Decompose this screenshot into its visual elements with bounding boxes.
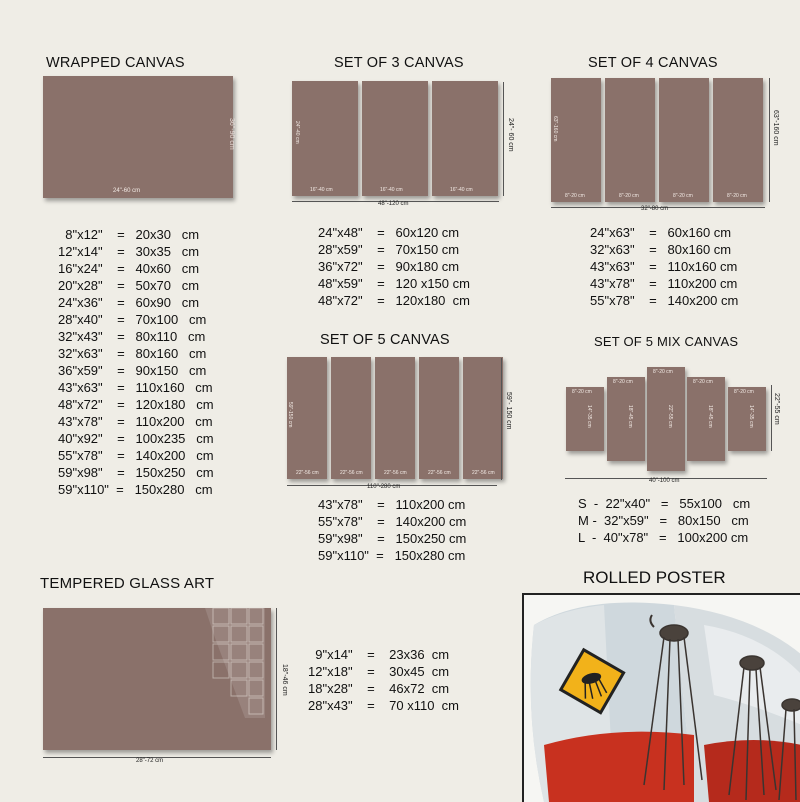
set5-panel-width: 22"-56 cm [472, 470, 495, 476]
glass-height-line [276, 608, 277, 750]
set5mix-panel-width: 8"-20 cm [613, 379, 633, 385]
glass-size-row: 9"x14" = 23x36 cm [308, 647, 450, 662]
wrapped-height-label: 36"-90 cm [228, 118, 235, 150]
set5mix-panel [728, 387, 766, 451]
set5-panel [375, 357, 415, 479]
set4-title: SET OF 4 CANVAS [588, 55, 718, 71]
wrapped-size-row: 59"x110" = 150x280 cm [58, 482, 213, 497]
set3-panel-width: 16"-40 cm [450, 187, 473, 193]
set4-total-width: 32"-80 cm [641, 206, 669, 212]
set5mix-panel [647, 367, 685, 471]
set5-panel-height: 59"-150 cm [287, 402, 293, 428]
wrapped-size-row: 20"x28" = 50x70 cm [58, 278, 200, 293]
set4-height-line [769, 78, 770, 202]
set4-size-row: 32"x63" = 80x160 cm [590, 242, 732, 257]
wrapped-size-row: 40"x92" = 100x235 cm [58, 431, 214, 446]
set5-panel-width: 22"-56 cm [340, 470, 363, 476]
set5-size-row: 59"x98" = 150x250 cm [318, 531, 467, 546]
set5mix-panel-height: 14"-35 cm [748, 405, 754, 428]
set4-size-row: 43"x63" = 110x160 cm [590, 259, 738, 274]
set3-panel [292, 81, 358, 196]
set5mix-size-row: S - 22"x40" = 55x100 cm [578, 496, 751, 511]
glass-preview [43, 608, 271, 750]
poster-illustration [524, 595, 800, 802]
set3-size-row: 48"x72" = 120x180 cm [318, 293, 470, 308]
set5-size-row: 59"x110" = 150x280 cm [318, 548, 466, 563]
set5mix-size-row: M - 32"x59" = 80x150 cm [578, 513, 749, 528]
wrapped-size-row: 12"x14" = 30x35 cm [58, 244, 200, 259]
set3-panel [432, 81, 498, 196]
set3-size-list [318, 224, 470, 309]
wrapped-size-list [58, 226, 214, 498]
set3-size-row: 48"x59" = 120 x150 cm [318, 276, 470, 291]
wrapped-size-row: 16"x24" = 40x60 cm [58, 261, 200, 276]
set5-panel [419, 357, 459, 479]
wrapped-size-row: 55"x78" = 140x200 cm [58, 448, 214, 463]
set3-size-row: 24"x48" = 60x120 cm [318, 225, 460, 240]
wrapped-size-row: 32"x43" = 80x110 cm [58, 329, 206, 344]
set5-panel [331, 357, 371, 479]
wrapped-size-row: 28"x40" = 70x100 cm [58, 312, 207, 327]
set3-size-row: 28"x59" = 70x150 cm [318, 242, 460, 257]
set3-height-line [503, 82, 504, 196]
set4-panel-width: 8"-20 cm [565, 193, 585, 199]
set4-panel-height: 63"-160 cm [552, 116, 558, 142]
set3-title: SET OF 3 CANVAS [334, 55, 464, 71]
set4-panel [605, 78, 655, 202]
set3-panel-width: 16"-40 cm [380, 187, 403, 193]
set4-panel [713, 78, 763, 202]
set3-size-row: 36"x72" = 90x180 cm [318, 259, 460, 274]
set5-title: SET OF 5 CANVAS [320, 332, 450, 348]
set4-total-height: 63"-160 cm [772, 110, 779, 146]
wrapped-size-row: 36"x59" = 90x150 cm [58, 363, 207, 378]
set4-panel [551, 78, 601, 202]
wrapped-size-row: 59"x98" = 150x250 cm [58, 465, 214, 480]
set5mix-panel-height: 18"-45 cm [707, 405, 713, 428]
set5-total-height: 59"- 150 cm [505, 392, 512, 430]
set5mix-panel-width: 8"-20 cm [734, 389, 754, 395]
set3-total-width: 48"-120 cm [378, 201, 409, 207]
wrapped-size-row: 48"x72" = 120x180 cm [58, 397, 214, 412]
glass-size-row: 12"x18" = 30x45 cm [308, 664, 450, 679]
set3-total-height: 24"- 60 cm [507, 118, 514, 152]
poster-title: ROLLED POSTER [583, 568, 726, 587]
set5-panel-width: 22"-56 cm [384, 470, 407, 476]
set4-panel [659, 78, 709, 202]
wrapped-size-row: 32"x63" = 80x160 cm [58, 346, 207, 361]
set5mix-total-height: 22"-55 cm [773, 393, 780, 425]
set5-size-row: 43"x78" = 110x200 cm [318, 497, 466, 512]
set4-size-list [590, 224, 738, 309]
set5mix-panel [687, 377, 725, 461]
set5-size-list [318, 496, 466, 564]
wrapped-size-row: 43"x78" = 110x200 cm [58, 414, 213, 429]
set3-panel [362, 81, 428, 196]
set5mix-height-line [771, 385, 772, 451]
set5mix-panel [607, 377, 645, 461]
wrapped-size-row: 8"x12" = 20x30 cm [58, 227, 200, 242]
glass-size-row: 18"x28" = 46x72 cm [308, 681, 450, 696]
set4-size-row: 24"x63" = 60x160 cm [590, 225, 732, 240]
wrapped-title: WRAPPED CANVAS [46, 55, 185, 71]
wrapped-canvas-preview [43, 76, 233, 198]
glass-title: TEMPERED GLASS ART [40, 575, 215, 592]
set4-size-row: 55"x78" = 140x200 cm [590, 293, 739, 308]
set3-panel-width: 16"-40 cm [310, 187, 333, 193]
set5mix-panel-height: 22"-55 cm [667, 405, 673, 428]
set5mix-panel-height: 14"-35 cm [586, 405, 592, 428]
set5-panel-width: 22"-56 cm [428, 470, 451, 476]
set5-total-width: 110"-280 cm [367, 484, 401, 490]
set4-panel-width: 8"-20 cm [673, 193, 693, 199]
set4-size-row: 43"x78" = 110x200 cm [590, 276, 738, 291]
glass-size-list [308, 646, 459, 714]
set5mix-panel-width: 8"-20 cm [572, 389, 592, 395]
set5-panel [463, 357, 503, 479]
set5mix-panel-width: 8"-20 cm [653, 369, 673, 375]
set4-panel-width: 8"-20 cm [619, 193, 639, 199]
set5mix-panel [566, 387, 604, 451]
wrapped-size-row: 43"x63" = 110x160 cm [58, 380, 213, 395]
wrapped-size-row: 24"x36" = 60x90 cm [58, 295, 200, 310]
set3-panel-height: 24"-40 cm [294, 121, 300, 144]
set5-panel [287, 357, 327, 479]
glass-height-label: 18"-46 cm [281, 664, 288, 696]
set5mix-total-width: 40"-100 cm [649, 478, 680, 484]
set5mix-size-list [578, 495, 750, 546]
set5mix-panel-width: 8"-20 cm [693, 379, 713, 385]
set5mix-size-row: L - 40"x78" = 100x200 cm [578, 530, 749, 545]
set5mix-panel-height: 18"-45 cm [627, 405, 633, 428]
rolled-poster-photo [522, 593, 800, 802]
glass-size-row: 28"x43" = 70 x110 cm [308, 698, 459, 713]
glass-reflection-grid [205, 608, 265, 718]
wrapped-width-label: 24"-60 cm [113, 188, 141, 194]
set5-panel-width: 22"-56 cm [296, 470, 319, 476]
set5-height-line [501, 358, 502, 480]
set5mix-title: SET OF 5 MIX CANVAS [594, 334, 739, 349]
set5-size-row: 55"x78" = 140x200 cm [318, 514, 467, 529]
glass-width-label: 28"-72 cm [136, 758, 164, 764]
set4-panel-width: 8"-20 cm [727, 193, 747, 199]
